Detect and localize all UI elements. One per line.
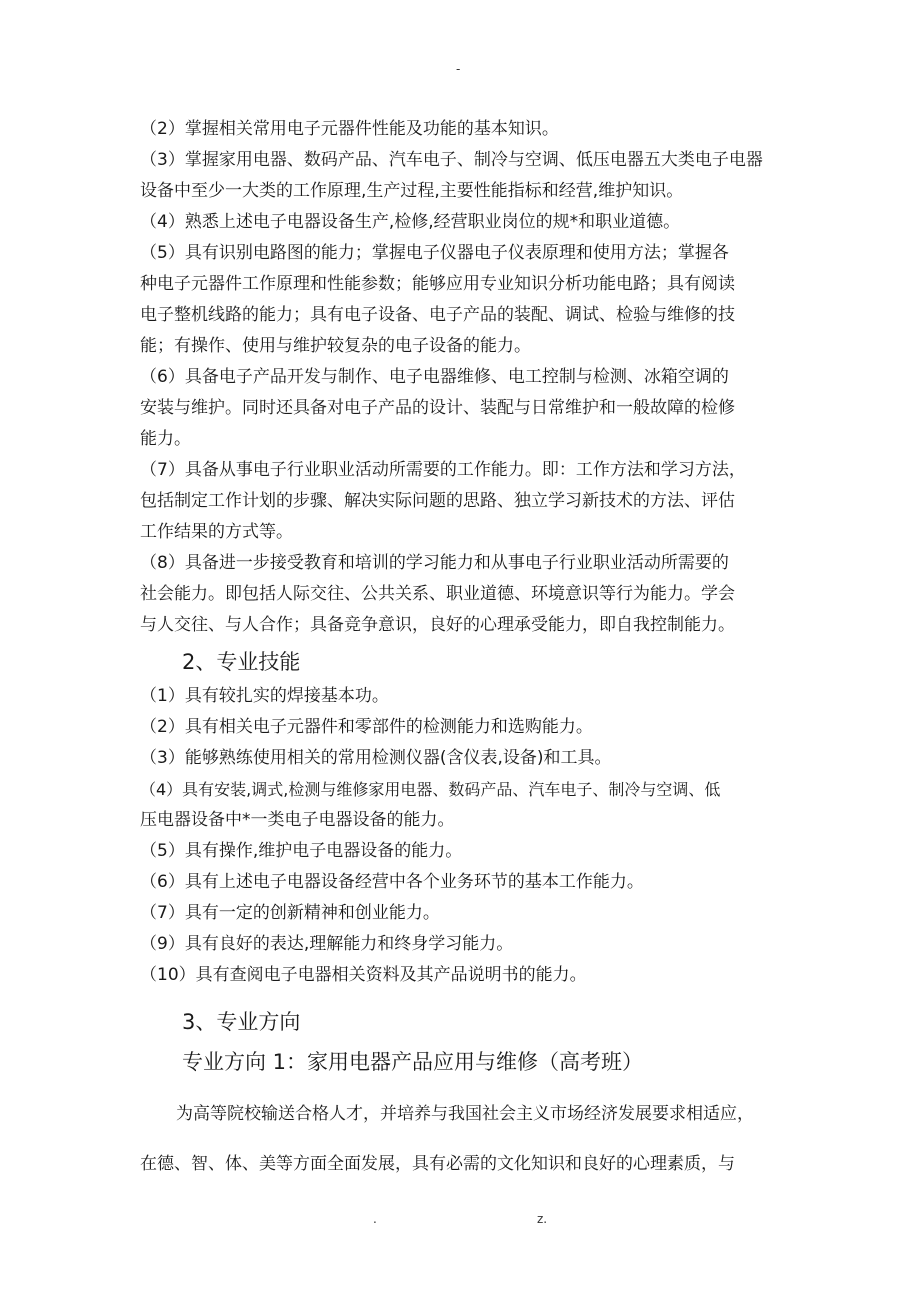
- paragraphs-top: [140, 114, 790, 641]
- paragraph-line: （3）掌握家用电器、数码产品、汽车电子、制冷与空调、低压电器五大类电子电器: [140, 150, 763, 170]
- list-item: 压电器设备中*一类电子电器设备的能力。: [140, 810, 455, 830]
- direction-body: [140, 1089, 790, 1189]
- direction-subheading: 专业方向 1：家用电器产品应用与维修（高考班）: [182, 1050, 644, 1074]
- document-content: [140, 114, 790, 1189]
- paragraph-line: （2）掌握相关常用电子元器件性能及功能的基本知识。: [140, 119, 559, 139]
- list-item: （2）具有相关电子元器件和零部件的检测能力和选购能力。: [140, 717, 593, 737]
- paragraph-line: 包括制定工作计划的步骤、解决实际问题的思路、独立学习新技术的方法、评估: [140, 491, 735, 511]
- footer-right-mark: z.: [537, 1212, 548, 1226]
- header-mark: -: [456, 62, 461, 76]
- paragraph-line: 能力。: [140, 429, 191, 449]
- list-item: （6）具有上述电子电器设备经营中各个业务环节的基本工作能力。: [140, 872, 644, 892]
- section-heading-direction: 3、专业方向: [182, 1010, 301, 1034]
- paragraph-line: 社会能力。即包括人际交往、公共关系、职业道德、环境意识等行为能力。学会: [140, 584, 735, 604]
- body-line: 在德、智、体、美等方面全面发展，具有必需的文化知识和良好的心理素质，与: [140, 1154, 735, 1174]
- list-item: （9）具有良好的表达,理解能力和终身学习能力。: [140, 934, 514, 954]
- paragraph-line: 与人交往、与人合作；具备竞争意识，良好的心理承受能力，即自我控制能力。: [140, 615, 735, 635]
- list-item: （5）具有操作,维护电子电器设备的能力。: [140, 841, 463, 861]
- paragraph-line: 安装与维护。同时还具备对电子产品的设计、装配与日常维护和一般故障的检修: [140, 398, 735, 418]
- list-item: （4）具有安装,调式,检测与维修家用电器、数码产品、汽车电子、制冷与空调、低: [140, 780, 721, 799]
- paragraph-line: 能；有操作、使用与维护较复杂的电子设备的能力。: [140, 336, 531, 356]
- section-heading-skills: 2、专业技能: [182, 650, 301, 674]
- list-item: （3）能够熟练使用相关的常用检测仪器(含仪表,设备)和工具。: [140, 748, 612, 768]
- skills-list: [140, 681, 790, 991]
- paragraph-line: （5）具有识别电路图的能力；掌握电子仪器电子仪表原理和使用方法；掌握各: [140, 243, 729, 263]
- paragraph-line: （4）熟悉上述电子电器设备生产,检修,经营职业岗位的规*和职业道德。: [140, 212, 681, 232]
- footer-left-mark: .: [373, 1212, 377, 1226]
- paragraph-line: 种电子元器件工作原理和性能参数；能够应用专业知识分析功能电路；具有阅读: [140, 274, 735, 294]
- body-line: 为高等院校输送合格人才，并培养与我国社会主义市场经济发展要求相适应，: [176, 1104, 754, 1124]
- paragraph-line: 工作结果的方式等。: [140, 522, 293, 542]
- list-item: （7）具有一定的创新精神和创业能力。: [140, 903, 440, 923]
- paragraph-line: （8）具备进一步接受教育和培训的学习能力和从事电子行业职业活动所需要的: [140, 553, 729, 573]
- paragraph-line: 电子整机线路的能力；具有电子设备、电子产品的装配、调试、检验与维修的技: [140, 305, 735, 325]
- list-item: （10）具有查阅电子电器相关资料及其产品说明书的能力。: [140, 965, 587, 985]
- paragraph-line: 设备中至少一大类的工作原理,生产过程,主要性能指标和经营,维护知识。: [140, 181, 684, 201]
- paragraph-line: （7）具备从事电子行业职业活动所需要的工作能力。即：工作方法和学习方法，: [140, 460, 746, 480]
- list-item: （1）具有较扎实的焊接基本功。: [140, 686, 389, 706]
- paragraph-line: （6）具备电子产品开发与制作、电子电器维修、电工控制与检测、冰箱空调的: [140, 367, 729, 387]
